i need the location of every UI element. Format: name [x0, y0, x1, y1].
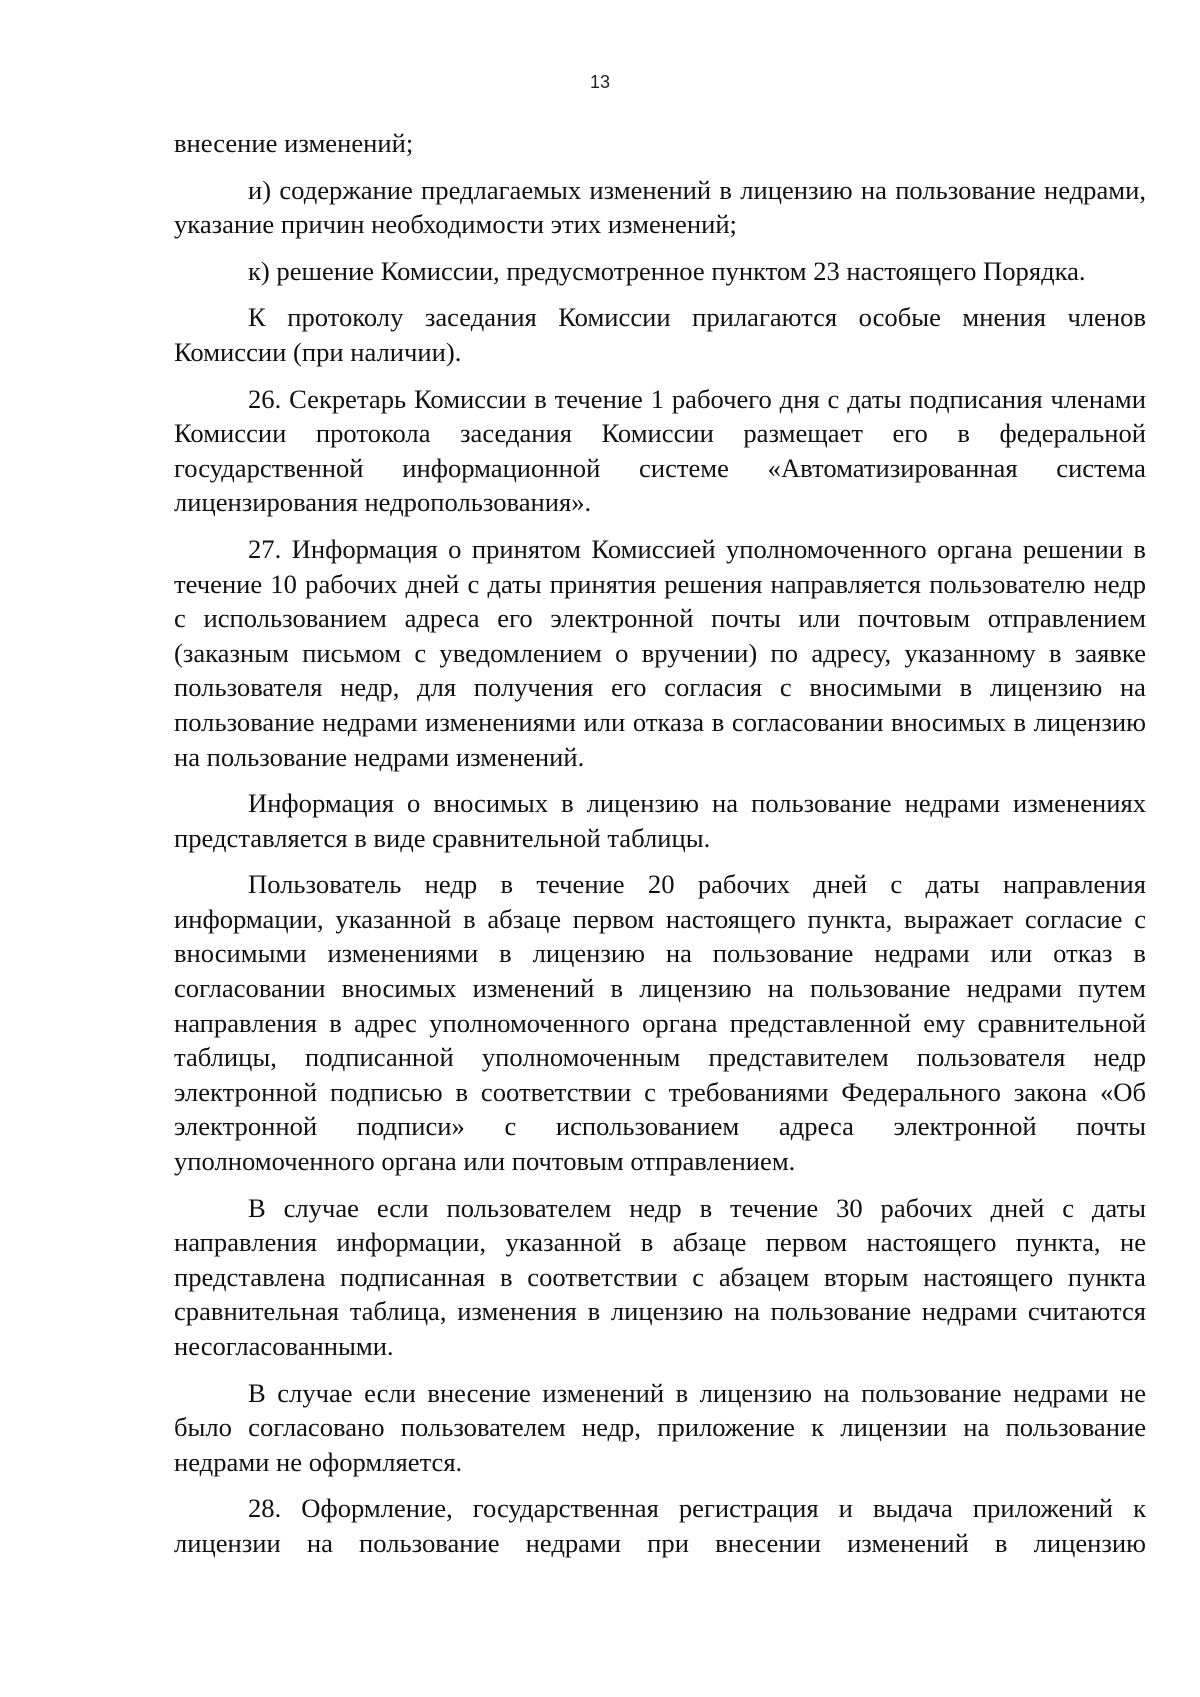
- paragraph-item-i: и) содержание предлагаемых изменений в лицензию на пользование недрами, указание причин необходимости этих изменений;: [174, 174, 1146, 240]
- paragraph-27-table: Информация о вносимых в лицензию на пользование недрами изменениях представляется в виде сравнительной таблицы.: [174, 788, 1146, 853]
- page-number: 13: [589, 72, 611, 92]
- paragraph-27-consent: Пользователь недр в течение 20 рабочих дней с даты направления информации, указанной в абзаце первом настоящего пункта, выражает согласие с вносимыми изменениями в лицензию на пользование недрами или отказ в согласовании вносимых изменений в лицензию на пользование недрами путем направления в адрес уполномоченного органа представленной ему сравнительной таблицы, подписанной уполномоченным представителем пользователя недр электронной подписью в соответствии с требованиями Федерального закона «Об электронной подписи» с использованием адреса электронной почты уполномоченного органа или почтовым отправлением.: [174, 869, 1146, 1177]
- paragraph-protocol-attachments: К протоколу заседания Комиссии прилагаются особые мнения членов Комиссии (при наличии).: [174, 302, 1146, 367]
- paragraph-continuation: внесение изменений;: [174, 128, 414, 158]
- paragraph-item-k: к) решение Комиссии, предусмотренное пунктом 23 настоящего Порядка.: [248, 255, 1086, 286]
- paragraph-26: 26. Секретарь Комиссии в течение 1 рабочего дня с даты подписания членами Комиссии протокола заседания Комиссии размещает его в федеральной государственной информационной системе «Автоматизированная система лицензирования недропользования».: [174, 383, 1146, 518]
- document-body: [174, 126, 1146, 1573]
- paragraph-27-not-agreed: В случае если внесение изменений в лицензию на пользование недрами не было согласовано пользователем недр, приложение к лицензии на пользование недрами не оформляется.: [174, 1377, 1146, 1477]
- paragraph-28: 28. Оформление, государственная регистрация и выдача приложений к лицензии на пользование недрами при внесении изменений в лицензию: [174, 1493, 1146, 1558]
- paragraph-27: 27. Информация о принятом Комиссией уполномоченного органа решении в течение 10 рабочих дней с даты принятия решения направляется пользователю недр с использованием адреса его электронной почты или почтовым отправлением (заказным письмом с уведомлением о вручении) по адресу, указанному в заявке пользователя недр, для получения его согласия с вносимыми в лицензию на пользование недрами изменениями или отказа в согласовании вносимых в лицензию на пользование недрами изменений.: [174, 533, 1146, 772]
- paragraph-27-deadline: В случае если пользователем недр в течение 30 рабочих дней с даты направления информации, указанной в абзаце первом настоящего пункта, не представлена подписанная в соответствии с абзацем вторым настоящего пункта сравнительная таблица, изменения в лицензию на пользование недрами считаются несогласованными.: [174, 1192, 1146, 1361]
